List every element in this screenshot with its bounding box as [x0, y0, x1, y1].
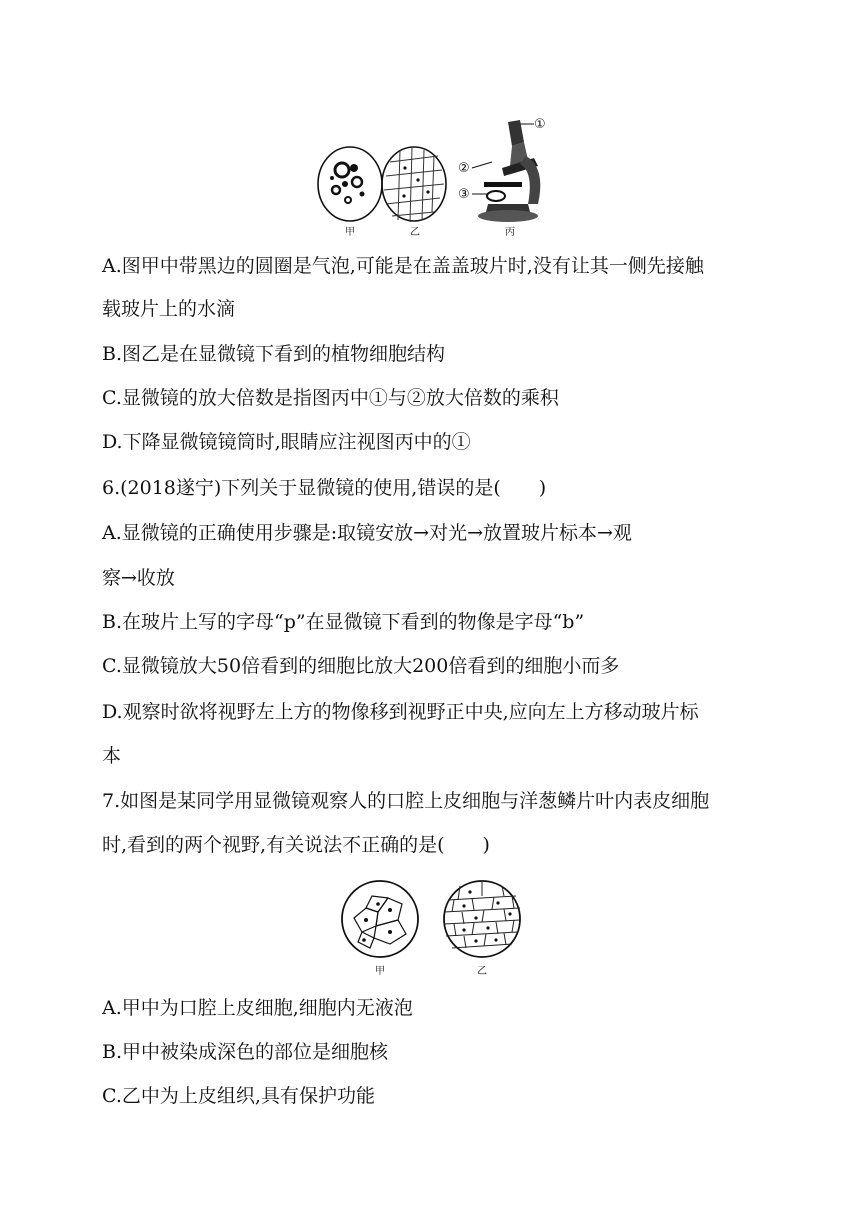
figure-microscope-views	[312, 112, 562, 232]
view-jia-bubbles	[318, 147, 382, 221]
view-yi-plant-cells	[382, 147, 446, 222]
q7-stem-line1: 7.如图是某同学用显微镜观察人的口腔上皮细胞与洋葱鳞片叶内表皮细胞	[102, 790, 710, 812]
q6-option-b: B.在玻片上写的字母“p”在显微镜下看到的物像是字母“b”	[102, 611, 585, 633]
q6-option-a-line1: A.显微镜的正确使用步骤是:取镜安放→对光→放置玻片标本→观	[102, 522, 632, 544]
q7-option-b: B.甲中被染成深色的部位是细胞核	[102, 1041, 389, 1063]
caption-jia-2: 甲	[375, 966, 385, 977]
q7-option-a: A.甲中为口腔上皮细胞,细胞内无液泡	[102, 997, 413, 1019]
q6-option-d-line2: 本	[102, 745, 122, 767]
q6-option-d-line1: D.观察时欲将视野左上方的物像移到视野正中央,应向左上方移动玻片标	[102, 701, 699, 723]
q7-option-c: C.乙中为上皮组织,具有保护功能	[102, 1085, 375, 1107]
q5-option-b: B.图乙是在显微镜下看到的植物细胞结构	[102, 343, 446, 365]
microscope-drawing	[472, 120, 540, 222]
marker-3: ③	[458, 187, 470, 202]
marker-1: ①	[534, 117, 546, 132]
q5-option-a-line1: A.图甲中带黑边的圆圈是气泡,可能是在盖盖玻片时,没有让其一侧先接触	[102, 255, 704, 277]
figure-cell-views	[336, 878, 526, 960]
view-jia-cheek-cells	[342, 881, 418, 957]
caption-jia: 甲	[345, 227, 355, 238]
q7-stem-line2: 时,看到的两个视野,有关说法不正确的是( )	[102, 834, 490, 856]
q6-stem: 6.(2018遂宁)下列关于显微镜的使用,错误的是( )	[102, 477, 547, 499]
marker-2: ②	[458, 161, 470, 176]
caption-bing: 丙	[505, 227, 515, 238]
q5-option-c: C.显微镜的放大倍数是指图丙中①与②放大倍数的乘积	[102, 387, 559, 409]
caption-yi-2: 乙	[477, 966, 487, 977]
caption-yi: 乙	[410, 227, 420, 238]
q6-option-c: C.显微镜放大50倍看到的细胞比放大200倍看到的细胞小而多	[102, 655, 620, 677]
view-yi-onion-cells	[444, 881, 520, 957]
q5-option-d: D.下降显微镜镜筒时,眼睛应注视图丙中的①	[102, 431, 471, 453]
q5-option-a-line2: 载玻片上的水滴	[102, 298, 236, 320]
q6-option-a-line2: 察→收放	[102, 567, 175, 589]
